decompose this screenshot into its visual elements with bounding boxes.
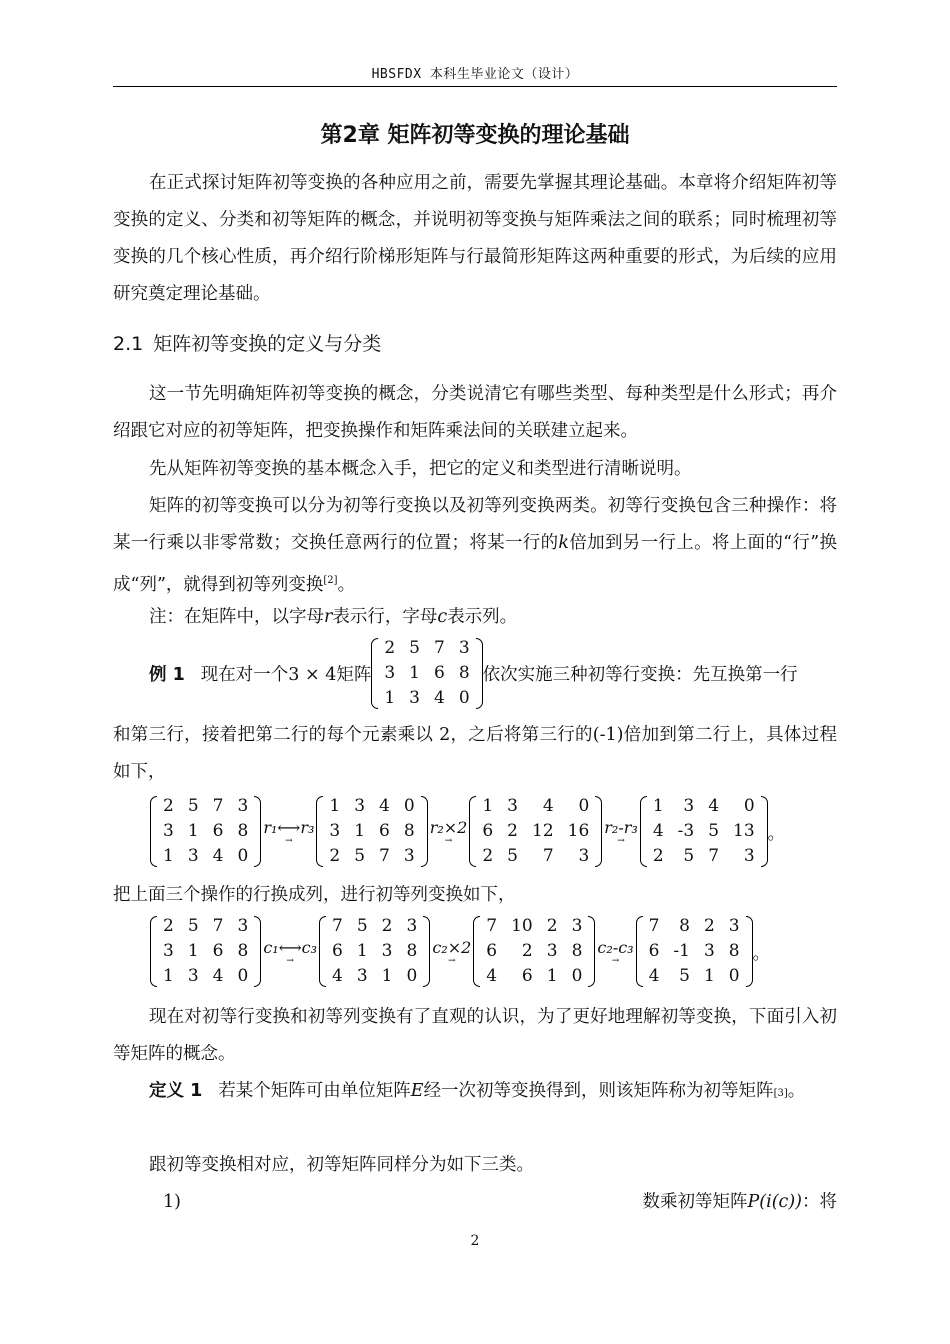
matrix-cell: 1 [163, 846, 174, 866]
matrix-cell: 3 [406, 916, 418, 936]
matrix-cell: 2 [652, 846, 664, 866]
matrix-cell: 3 [409, 688, 420, 708]
var-r: r [324, 607, 333, 627]
matrix-cell: 0 [743, 796, 755, 816]
matrix-cell: 3 [356, 966, 368, 986]
matrix-cell: 8 [728, 941, 740, 961]
paragraph-4: 现在对初等行变换和初等列变换有了直观的认识，为了更好地理解初等变换，下面引入初等矩阵的概念。 [113, 1007, 837, 1064]
matrix-cell: 8 [237, 821, 249, 841]
matrix-cell: 12 [532, 821, 554, 841]
matrix-cell: 6 [212, 821, 224, 841]
matrix-cell: 7 [542, 846, 554, 866]
matrix-cell: 3 [384, 663, 396, 683]
matrix-cell: 3 [187, 966, 199, 986]
def-text-c: 。 [787, 1081, 806, 1101]
formula-P-i-c: P(i(c)) [747, 1192, 802, 1212]
matrix-cell: 7 [212, 916, 224, 936]
note-text-a: 注：在矩阵中，以字母 [149, 607, 324, 627]
matrix-cell: 4 [542, 796, 554, 816]
matrix-cell: 3 [187, 846, 199, 866]
matrix-cell: 2 [384, 638, 396, 658]
matrix-cell: 2 [703, 916, 715, 936]
example-text-b: 依次实施三种初等行变换：先互换第一行 [482, 665, 798, 685]
matrix-cell: 2 [507, 821, 518, 841]
matrix-cell: 2 [329, 846, 341, 866]
matrix-cell: 5 [683, 846, 695, 866]
matrix-cell: 1 [384, 688, 396, 708]
matrix-cell: 1 [354, 821, 366, 841]
matrix-cell: 5 [679, 966, 690, 986]
matrix-cell: 4 [212, 966, 224, 986]
matrix-C1 [319, 914, 430, 989]
matrix-cell: 3 [578, 846, 590, 866]
op-col-add: c₂-c₃ → [597, 938, 634, 966]
matrix-cell: 4 [486, 966, 498, 986]
matrix-cell: 2 [521, 941, 533, 961]
citation-2[interactable]: [2] [323, 575, 338, 586]
matrix-cell: 8 [406, 941, 418, 961]
matrix-cell: 0 [728, 966, 740, 986]
matrix-cell: 0 [403, 796, 415, 816]
matrix-cell: 6 [434, 663, 445, 683]
matrix-cell: 1 [652, 796, 664, 816]
op-col-scale: c₂×2 → [432, 938, 472, 966]
matrix-C2 [473, 914, 595, 989]
matrix-cell: 0 [571, 966, 583, 986]
matrix-cell: 0 [237, 966, 249, 986]
chapter-title: 第2章 矩阵初等变换的理论基础 [320, 123, 630, 148]
paragraph-5: 跟初等变换相对应，初等矩阵同样分为如下三类。 [149, 1155, 534, 1175]
matrix-A-col [150, 914, 261, 989]
running-header: HBSFDX 本科生毕业论文（设计） [371, 67, 579, 82]
matrix-cell: 8 [571, 941, 583, 961]
var-c: c [437, 607, 448, 627]
matrix-cell: 3 [743, 846, 755, 866]
matrix-cell: 4 [332, 966, 343, 986]
matrix-cell: 6 [521, 966, 533, 986]
matrix-cell: 8 [403, 821, 415, 841]
matrix-cell: 3 [703, 941, 715, 961]
p3-text-b: 倍加到另一行上。将上面的“行”换成“列”，就得到初等列变换 [113, 533, 837, 595]
matrix-cell: 4 [379, 796, 390, 816]
matrix-R2 [469, 794, 602, 869]
column-intro: 把上面三个操作的行换成列，进行初等列变换如下， [113, 885, 516, 905]
matrix-cell: 0 [458, 688, 470, 708]
matrix-cell: 6 [648, 941, 660, 961]
example-continuation: 和第三行，接着把第二行的每个元素乘以 2，之后将第三行的(-1)倍加到第二行上，具体过程如下， [113, 725, 837, 782]
matrix-A-inline [371, 636, 482, 711]
matrix-cell: 5 [187, 796, 199, 816]
matrix-cell: -3 [677, 821, 695, 841]
matrix-cell: 3 [571, 916, 583, 936]
matrix-cell: 5 [187, 916, 199, 936]
matrix-cell: 6 [379, 821, 390, 841]
citation-3[interactable]: [3] [773, 1088, 788, 1099]
section-title [113, 329, 837, 356]
matrix-cell: 1 [546, 966, 558, 986]
matrix-cell: 0 [406, 966, 418, 986]
matrix-cell: 7 [708, 846, 720, 866]
matrix-cell: 1 [329, 796, 341, 816]
matrix-cell: 3 [507, 796, 518, 816]
matrix-cell: 4 [212, 846, 224, 866]
row-transform-chain [150, 794, 785, 869]
matrix-cell: 7 [648, 916, 660, 936]
matrix-cell: 7 [379, 846, 390, 866]
matrix-cell: 3 [728, 916, 740, 936]
example-1-line [149, 636, 839, 711]
section-number: 2.1 [113, 333, 144, 355]
matrix-cell: 3 [237, 796, 249, 816]
var-E: E [410, 1081, 424, 1101]
matrix-R1 [316, 794, 427, 869]
paragraph-2: 先从矩阵初等变换的基本概念入手，把它的定义和类型进行清晰说明。 [149, 459, 692, 479]
definition-label: 定义 1 [149, 1081, 203, 1101]
matrix-cell: 7 [434, 638, 445, 658]
matrix-cell: 4 [648, 966, 660, 986]
list-item-1-number: 1) [163, 1192, 181, 1212]
matrix-cell: 3 [163, 821, 174, 841]
matrix-cell: 3 [329, 821, 341, 841]
matrix-cell: 6 [482, 821, 494, 841]
matrix-cell: 6 [486, 941, 498, 961]
matrix-cell: 10 [511, 916, 533, 936]
matrix-cell: 2 [381, 916, 393, 936]
matrix-cell: 3 [683, 796, 695, 816]
matrix-cell: 6 [212, 941, 224, 961]
matrix-cell: 3 [354, 796, 366, 816]
definition-1 [113, 1073, 837, 1112]
note-text-b: 表示行，字母 [332, 607, 438, 627]
matrix-cell: 1 [482, 796, 494, 816]
matrix-cell: 8 [679, 916, 690, 936]
matrix-cell: 1 [187, 941, 199, 961]
section-heading: 矩阵初等变换的定义与分类 [153, 333, 382, 355]
matrix-cell: 5 [354, 846, 366, 866]
paragraph-3 [113, 488, 837, 604]
matrix-cell: 5 [507, 846, 518, 866]
col-chain-end: 。 [752, 944, 770, 964]
matrix-cell: 7 [212, 796, 224, 816]
matrix-cell: -1 [673, 941, 690, 961]
note-text-d: 表示列。 [447, 607, 518, 627]
row-chain-end: 。 [767, 824, 785, 844]
matrix-cell: 6 [332, 941, 343, 961]
matrix-cell: 1 [187, 821, 199, 841]
def-text-a: 若某个矩阵可由单位矩阵 [218, 1081, 411, 1101]
matrix-cell: 1 [409, 663, 420, 683]
matrix-cell: 5 [708, 821, 720, 841]
matrix-cell: 4 [434, 688, 445, 708]
def-text-b: 经一次初等变换得到，则该矩阵称为初等矩阵 [423, 1081, 774, 1101]
op-row-add: r₂-r₃ → [604, 818, 638, 846]
op-row-swap: r₁⟷r₃ → [263, 818, 315, 846]
matrix-cell: 4 [652, 821, 664, 841]
matrix-cell: 2 [163, 916, 174, 936]
example-text-a: 现在对一个3 × 4矩阵 [200, 665, 372, 685]
matrix-cell: 5 [356, 916, 368, 936]
matrix-cell: 3 [163, 941, 174, 961]
matrix-cell: 3 [458, 638, 470, 658]
matrix-cell: 5 [409, 638, 420, 658]
p3-text-a: 矩阵的初等变换可以分为初等行变换以及初等列变换两类。初等行变换包含三种操作：将某一行乘以非零常数；交换任意两行的位置；将某一行的 [113, 496, 837, 553]
column-transform-chain [150, 914, 770, 989]
matrix-cell: 8 [458, 663, 470, 683]
page-number: 2 [470, 1233, 480, 1249]
example-label: 例 1 [149, 665, 185, 685]
matrix-cell: 0 [578, 796, 590, 816]
matrix-C3 [636, 914, 753, 989]
matrix-cell: 1 [163, 966, 174, 986]
matrix-A [150, 794, 261, 869]
matrix-cell: 0 [237, 846, 249, 866]
matrix-cell: 13 [733, 821, 755, 841]
matrix-cell: 2 [546, 916, 558, 936]
matrix-cell: 1 [381, 966, 393, 986]
paragraph-1: 这一节先明确矩阵初等变换的概念，分类说清它有哪些类型、每种类型是什么形式；再介绍跟它对应的初等矩阵，把变换操作和矩阵乘法间的关联建立起来。 [113, 384, 837, 441]
matrix-cell: 3 [381, 941, 393, 961]
matrix-cell: 7 [486, 916, 498, 936]
matrix-cell: 1 [356, 941, 368, 961]
header-rule [113, 86, 837, 87]
matrix-cell: 16 [567, 821, 590, 841]
op-row-scale: r₂×2 → [429, 818, 468, 846]
matrix-cell: 2 [482, 846, 494, 866]
matrix-R3 [640, 794, 768, 869]
intro-paragraph: 在正式探讨矩阵初等变换的各种应用之前，需要先掌握其理论基础。本章将介绍矩阵初等变换的定义、分类和初等矩阵的概念，并说明初等变换与矩阵乘法之间的联系；同时梳理初等变换的几个核心性质，再介绍行阶梯形矩阵与行最简形矩阵这两种重要的形式，为后续的应用研究奠定理论基础。 [113, 173, 837, 304]
var-k: k [558, 533, 570, 553]
matrix-cell: 3 [546, 941, 558, 961]
list-item-1-text: 数乘初等矩阵P(i(c))：将 [642, 1192, 837, 1212]
matrix-cell: 2 [163, 796, 174, 816]
op-col-swap: c₁⟷c₃ → [263, 938, 317, 966]
matrix-cell: 7 [332, 916, 343, 936]
matrix-cell: 3 [237, 916, 249, 936]
matrix-cell: 4 [708, 796, 720, 816]
p3-text-c: 。 [337, 574, 356, 595]
note-paragraph [113, 599, 837, 636]
matrix-cell: 1 [703, 966, 715, 986]
matrix-cell: 3 [403, 846, 415, 866]
matrix-cell: 8 [237, 941, 249, 961]
